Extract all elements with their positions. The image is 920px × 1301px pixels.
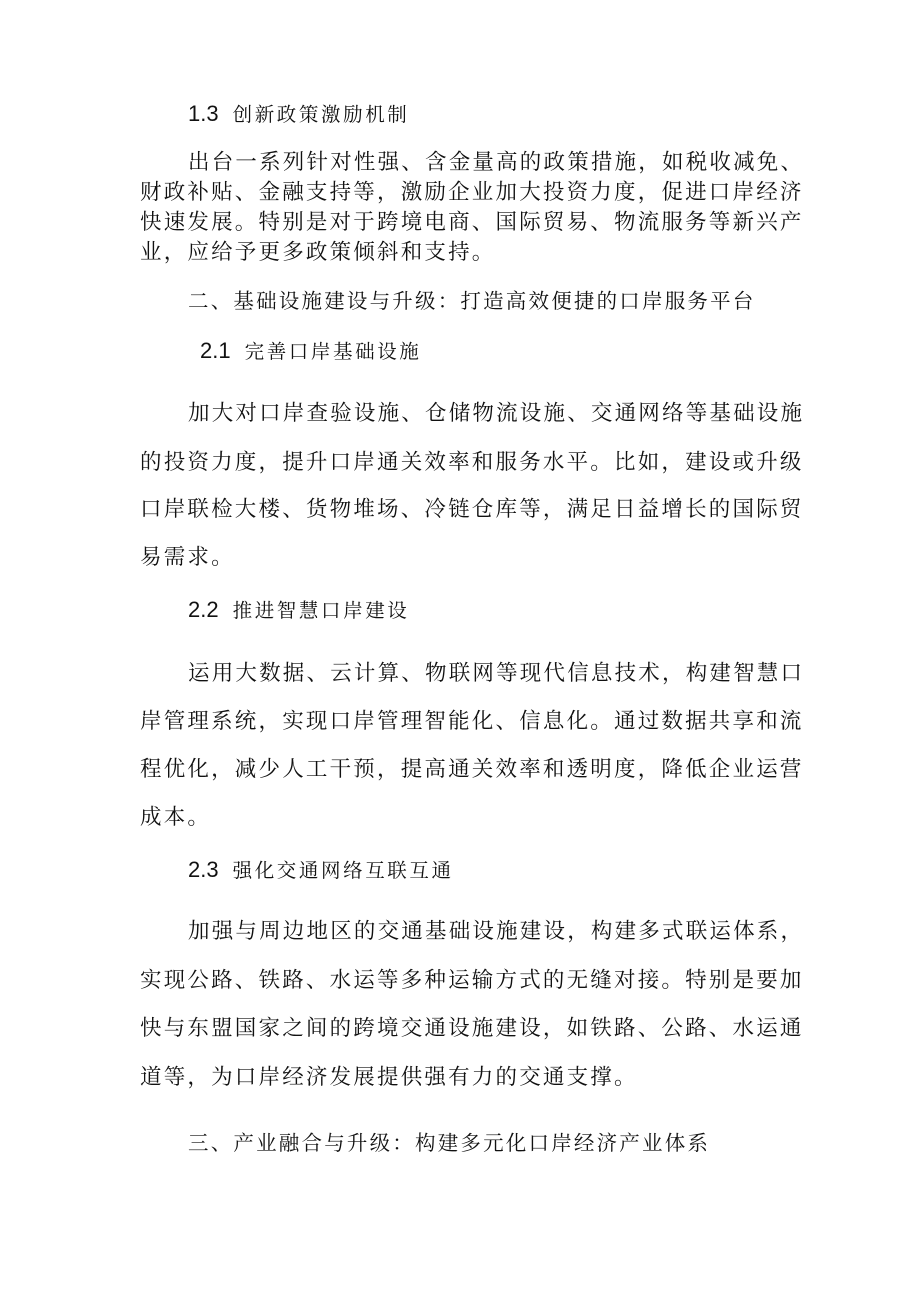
section-heading-3 [188, 1128, 710, 1159]
paragraph-line: 快与东盟国家之间的跨境交通设施建设，如铁路、公路、水运通 [140, 1016, 804, 1041]
paragraph-line: 实现公路、铁路、水运等多种运输方式的无缝对接。特别是要加 [140, 968, 804, 993]
heading-number: 2.3 [188, 857, 219, 882]
paragraph-line: 的投资力度，提升口岸通关效率和服务水平。比如，建设或升级 [140, 450, 804, 475]
paragraph-line: 快速发展。特别是对于跨境电商、国际贸易、物流服务等新兴产 [140, 210, 804, 235]
section-title: 三、产业融合与升级：构建多元化口岸经济产业体系 [188, 1131, 711, 1155]
heading-number: 2.1 [200, 338, 231, 363]
heading-title: 完善口岸基础设施 [244, 340, 422, 363]
paragraph-line: 岸管理系统，实现口岸管理智能化、信息化。通过数据共享和流 [140, 709, 804, 734]
paragraph-line: 口岸联检大楼、货物堆场、冷链仓库等，满足日益增长的国际贸 [140, 497, 804, 522]
paragraph-line: 出台一系列针对性强、含金量高的政策措施，如税收减免、 [188, 150, 805, 175]
paragraph-line: 道等，为口岸经济发展提供强有力的交通支撑。 [140, 1065, 638, 1090]
heading-title: 强化交通网络互联互通 [232, 859, 454, 882]
paragraph-line: 程优化，减少人工干预，提高通关效率和透明度，降低企业运营 [140, 757, 804, 782]
paragraph-line: 财政补贴、金融支持等，激励企业加大投资力度，促进口岸经济 [140, 180, 804, 205]
heading-2-3 [188, 855, 454, 886]
paragraph-line: 加大对口岸查验设施、仓储物流设施、交通网络等基础设施 [188, 401, 805, 426]
paragraph-line: 业，应给予更多政策倾斜和支持。 [140, 240, 496, 265]
paragraph-line: 加强与周边地区的交通基础设施建设，构建多式联运体系， [188, 919, 805, 944]
heading-2-1 [200, 336, 421, 367]
paragraph-line: 成本。 [140, 805, 212, 830]
heading-2-2 [188, 595, 409, 626]
heading-number: 1.3 [188, 101, 219, 126]
paragraph-line: 运用大数据、云计算、物联网等现代信息技术，构建智慧口 [188, 661, 805, 686]
heading-1-3 [188, 99, 409, 130]
section-title: 二、基础设施建设与升级：打造高效便捷的口岸服务平台 [188, 289, 756, 313]
heading-title: 创新政策激励机制 [232, 103, 410, 126]
section-heading-2 [188, 286, 756, 317]
heading-title: 推进智慧口岸建设 [232, 599, 410, 622]
paragraph-line: 易需求。 [140, 545, 235, 570]
heading-number: 2.2 [188, 597, 219, 622]
